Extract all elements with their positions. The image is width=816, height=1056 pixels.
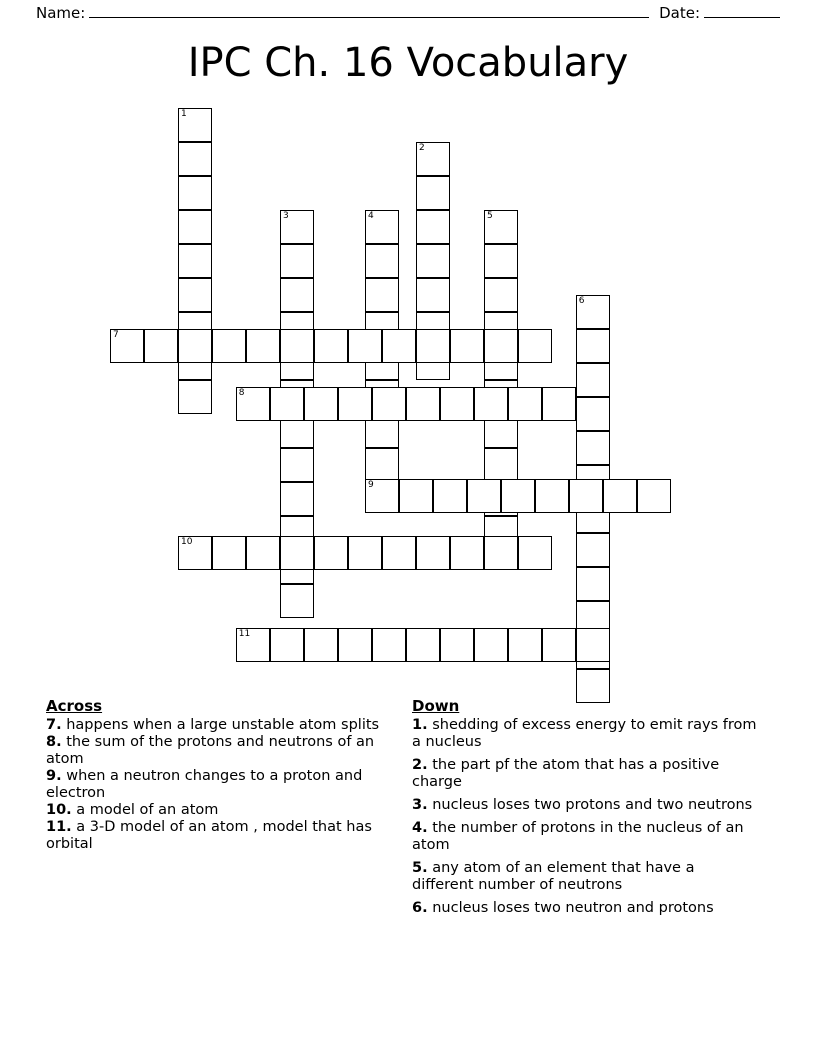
grid-cell[interactable]	[178, 176, 212, 210]
grid-cell[interactable]	[440, 628, 474, 662]
grid-cell[interactable]	[212, 329, 246, 363]
grid-cell-number: 6	[578, 296, 585, 306]
clue-text: the sum of the protons and neutrons of an atom	[46, 734, 375, 767]
grid-cell[interactable]	[280, 536, 314, 570]
clue-number: 4.	[412, 820, 428, 836]
grid-cell[interactable]	[382, 329, 416, 363]
grid-cell[interactable]	[246, 536, 280, 570]
grid-cell-number: 11	[238, 629, 251, 640]
clue-item	[412, 757, 760, 791]
grid-cell[interactable]	[416, 536, 450, 570]
grid-cell[interactable]	[280, 448, 314, 482]
down-clue-list	[412, 717, 760, 917]
across-heading: Across	[46, 697, 103, 715]
grid-cell[interactable]	[501, 479, 535, 513]
grid-cell[interactable]	[280, 329, 314, 363]
grid-cell-number: 2	[419, 143, 425, 153]
grid-cell[interactable]	[178, 536, 212, 570]
grid-cell-number: 7	[113, 330, 119, 340]
clue-text: a 3-D model of an atom , model that has orbital	[46, 819, 372, 852]
clue-item	[46, 802, 394, 819]
page-title: IPC Ch. 16 Vocabulary	[187, 40, 629, 86]
clue-text: happens when a large unstable atom splits	[61, 717, 380, 733]
grid-cell[interactable]	[178, 142, 212, 176]
grid-cell[interactable]	[416, 210, 450, 244]
name-blank-line	[89, 5, 649, 18]
clue-number: 5.	[412, 860, 428, 876]
grid-cell[interactable]	[348, 536, 382, 570]
across-clue-list	[46, 717, 394, 853]
grid-cell-number: 1	[181, 109, 187, 119]
grid-cell[interactable]	[280, 482, 314, 516]
name-label: Name:	[36, 4, 86, 22]
grid-cell[interactable]	[467, 479, 501, 513]
student-info-line	[36, 0, 780, 26]
grid-cell-number: 9	[368, 479, 374, 490]
grid-cell[interactable]	[178, 210, 212, 244]
grid-cell[interactable]	[212, 536, 246, 570]
grid-cell-number: 10	[181, 537, 193, 548]
grid-cell[interactable]	[382, 536, 416, 570]
clue-number: 8.	[46, 734, 62, 750]
grid-cell[interactable]	[365, 244, 399, 278]
grid-cell[interactable]	[484, 448, 518, 482]
down-heading: Down	[412, 697, 460, 715]
grid-cell[interactable]	[450, 329, 484, 363]
grid-cell[interactable]	[178, 380, 212, 414]
grid-cell[interactable]	[178, 278, 212, 312]
grid-cell[interactable]	[474, 628, 508, 662]
grid-cell[interactable]	[542, 387, 576, 421]
grid-cell[interactable]	[365, 278, 399, 312]
clue-text: nucleus loses two protons and two neutrons	[427, 797, 753, 813]
grid-cell[interactable]	[518, 329, 552, 363]
grid-cell[interactable]	[508, 628, 542, 662]
grid-cell[interactable]	[178, 108, 212, 142]
clue-text: a model of an atom	[71, 802, 219, 818]
clue-text: when a neutron changes to a proton and electron	[46, 768, 363, 801]
clue-item	[412, 820, 760, 854]
grid-cell[interactable]	[280, 244, 314, 278]
grid-cell[interactable]	[484, 210, 518, 244]
grid-cell[interactable]	[576, 397, 610, 431]
clue-item	[46, 768, 394, 802]
clue-number: 1.	[412, 717, 428, 733]
grid-cell[interactable]	[569, 479, 603, 513]
clue-number: 6.	[412, 900, 428, 916]
grid-cell[interactable]	[365, 479, 399, 513]
grid-cell[interactable]	[440, 387, 474, 421]
clue-text: the number of protons in the nucleus of an atom	[412, 820, 744, 853]
grid-cell[interactable]	[304, 628, 338, 662]
grid-cell-number: 4	[368, 211, 374, 221]
grid-cell[interactable]	[484, 536, 518, 570]
clue-item	[46, 717, 394, 734]
grid-cell[interactable]	[576, 431, 610, 465]
grid-cell[interactable]	[637, 479, 671, 513]
clue-number: 11.	[46, 819, 72, 835]
grid-cell[interactable]	[406, 387, 440, 421]
grid-cell[interactable]	[474, 387, 508, 421]
grid-cell[interactable]	[270, 387, 304, 421]
grid-cell[interactable]	[236, 628, 270, 662]
grid-cell-number: 5	[487, 211, 493, 221]
grid-cell[interactable]	[365, 210, 399, 244]
clues-section	[46, 698, 776, 948]
clue-text: shedding of excess energy to emit rays from a nucleus	[412, 717, 757, 750]
grid-cell[interactable]	[178, 244, 212, 278]
grid-cell[interactable]	[338, 628, 372, 662]
grid-cell[interactable]	[246, 329, 280, 363]
date-label: Date:	[659, 4, 700, 22]
grid-cell[interactable]	[576, 567, 610, 601]
date-blank-line	[704, 5, 780, 18]
clue-text: any atom of an element that have a different number of neutrons	[412, 860, 695, 893]
grid-cell[interactable]	[535, 479, 569, 513]
grid-cell[interactable]	[416, 244, 450, 278]
grid-cell[interactable]	[542, 628, 576, 662]
grid-cell[interactable]	[338, 387, 372, 421]
grid-cell[interactable]	[450, 536, 484, 570]
grid-cell[interactable]	[416, 176, 450, 210]
grid-cell[interactable]	[416, 278, 450, 312]
grid-cell[interactable]	[484, 244, 518, 278]
clue-item	[46, 734, 394, 768]
grid-cell-number: 3	[283, 211, 289, 221]
grid-cell[interactable]	[270, 628, 304, 662]
down-clues-column	[412, 698, 760, 923]
grid-cell[interactable]	[576, 628, 610, 662]
grid-cell[interactable]	[110, 329, 144, 363]
across-clues-column	[46, 698, 394, 853]
grid-cell[interactable]	[576, 363, 610, 397]
clue-item	[412, 900, 760, 917]
grid-cell[interactable]	[406, 628, 440, 662]
grid-cell[interactable]	[314, 536, 348, 570]
grid-cell[interactable]	[348, 329, 382, 363]
grid-cell[interactable]	[280, 210, 314, 244]
grid-cell[interactable]	[484, 278, 518, 312]
grid-cell[interactable]	[603, 479, 637, 513]
clue-item	[412, 717, 760, 751]
grid-cell[interactable]	[416, 329, 450, 363]
grid-cell[interactable]	[365, 448, 399, 482]
clue-item	[412, 860, 760, 894]
grid-cell[interactable]	[372, 387, 406, 421]
clue-number: 3.	[412, 797, 428, 813]
grid-cell[interactable]	[304, 387, 338, 421]
clue-number: 2.	[412, 757, 428, 773]
grid-cell[interactable]	[484, 329, 518, 363]
clue-number: 7.	[46, 717, 62, 733]
grid-cell[interactable]	[144, 329, 178, 363]
grid-cell[interactable]	[576, 295, 610, 329]
clue-number: 9.	[46, 768, 62, 784]
grid-cell[interactable]	[280, 278, 314, 312]
crossword-grid	[0, 108, 816, 696]
clue-number: 10.	[46, 802, 72, 818]
clue-item	[46, 819, 394, 853]
grid-cell[interactable]	[508, 387, 542, 421]
grid-cell[interactable]	[576, 533, 610, 567]
grid-cell[interactable]	[280, 584, 314, 618]
grid-cell[interactable]	[518, 536, 552, 570]
grid-cell[interactable]	[433, 479, 467, 513]
clue-text: the part pf the atom that has a positive charge	[412, 757, 720, 790]
grid-cell[interactable]	[576, 329, 610, 363]
grid-cell[interactable]	[314, 329, 348, 363]
clue-text: nucleus loses two neutron and protons	[427, 900, 714, 916]
grid-cell-number: 8	[238, 387, 245, 398]
grid-cell[interactable]	[399, 479, 433, 513]
grid-cell[interactable]	[416, 142, 450, 176]
clue-item	[412, 797, 760, 814]
grid-cell[interactable]	[178, 329, 212, 363]
grid-cell[interactable]	[236, 387, 270, 421]
grid-cell[interactable]	[372, 628, 406, 662]
